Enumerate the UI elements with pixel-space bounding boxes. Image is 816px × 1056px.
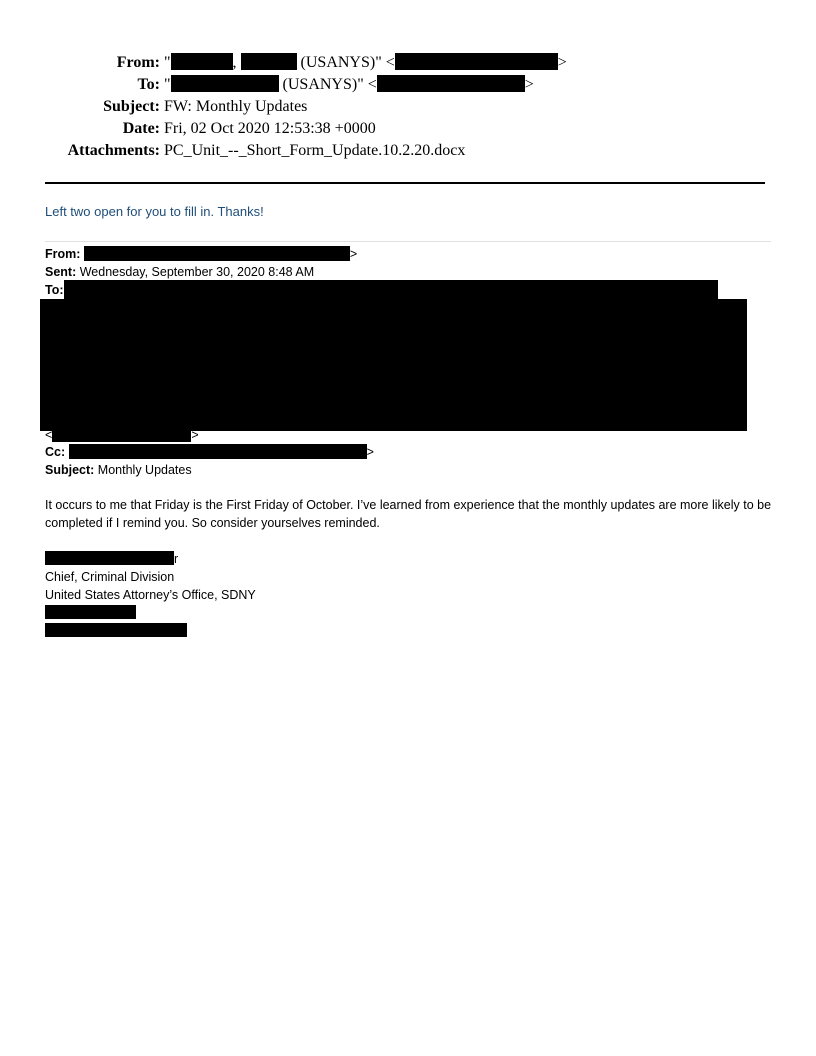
header-subject-label: Subject: [103, 98, 160, 115]
fwd-subject-value: Monthly Updates [97, 463, 192, 477]
fwd-from-tail: > [349, 247, 358, 261]
fwd-to-tail-row [45, 426, 199, 444]
header-to-value [164, 74, 534, 96]
header-to-quote: " [164, 76, 171, 93]
redaction-box [241, 53, 297, 70]
fwd-to-label: To: [45, 283, 64, 297]
fwd-from-label: From: [45, 247, 81, 261]
signature-redacted-line-1 [45, 604, 256, 622]
redaction-box [395, 53, 558, 70]
signature-office: United States Attorney’s Office, SDNY [45, 588, 256, 602]
redaction-box [69, 444, 367, 459]
redaction-block [40, 299, 747, 431]
signature-name-tail: r [174, 552, 179, 566]
fwd-cc-row [45, 443, 374, 461]
header-attachments-value: PC_Unit_--_Short_Form_Update.10.2.20.docx [164, 142, 466, 159]
header-attachments-row [0, 140, 816, 162]
fwd-from-row [45, 245, 775, 263]
redaction-box [171, 75, 279, 92]
redaction-box [52, 427, 191, 442]
fwd-cc-tail: > [366, 445, 374, 459]
fwd-sent-value: Wednesday, September 30, 2020 8:48 AM [79, 265, 315, 279]
redaction-box [64, 280, 718, 300]
header-from-label: From: [116, 54, 160, 71]
header-date-row [0, 118, 816, 140]
header-from-quote: " [164, 54, 171, 71]
signature-redacted-line-2 [45, 622, 256, 640]
redaction-box [45, 605, 136, 619]
signature [45, 550, 256, 640]
fwd-to-gt: > [191, 428, 199, 442]
forward-note: Left two open for you to fill in. Thanks! [45, 204, 264, 219]
header-from-comma: , [232, 54, 237, 71]
fwd-cc-label: Cc: [45, 445, 66, 459]
header-from-close: > [557, 54, 567, 71]
header-from-row [0, 52, 816, 74]
header-to-row [0, 74, 816, 96]
redaction-box [84, 246, 350, 261]
header-date-label: Date: [122, 120, 160, 137]
header-to-org: (USANYS)" < [282, 76, 377, 93]
email-header [0, 52, 816, 162]
header-date-value: Fri, 02 Oct 2020 12:53:38 +0000 [164, 120, 376, 137]
redaction-box [171, 53, 233, 70]
fwd-sent-label: Sent: [45, 265, 77, 279]
header-divider [45, 182, 765, 184]
fwd-subject-row [45, 461, 192, 479]
signature-title: Chief, Criminal Division [45, 570, 175, 584]
header-from-value [164, 52, 567, 74]
header-to-close: > [524, 76, 534, 93]
signature-name-line [45, 550, 256, 568]
message-body: It occurs to me that Friday is the First Friday of October. I’ve learned from experience that the monthly updates are more likely to be completed if I remind you. So consider yourselves reminded. [45, 498, 772, 530]
header-from-org: (USANYS)" < [300, 54, 395, 71]
fwd-to-lt: < [45, 428, 53, 442]
header-subject-value: FW: Monthly Updates [164, 98, 308, 115]
redaction-box [45, 623, 187, 637]
fwd-subject-label: Subject: [45, 463, 95, 477]
forward-divider [45, 241, 771, 242]
fwd-sent-row [45, 263, 775, 281]
redaction-box [45, 551, 174, 565]
redaction-box [377, 75, 525, 92]
header-subject-row [0, 96, 816, 118]
header-to-label: To: [137, 76, 160, 93]
header-attachments-label: Attachments: [67, 142, 160, 159]
